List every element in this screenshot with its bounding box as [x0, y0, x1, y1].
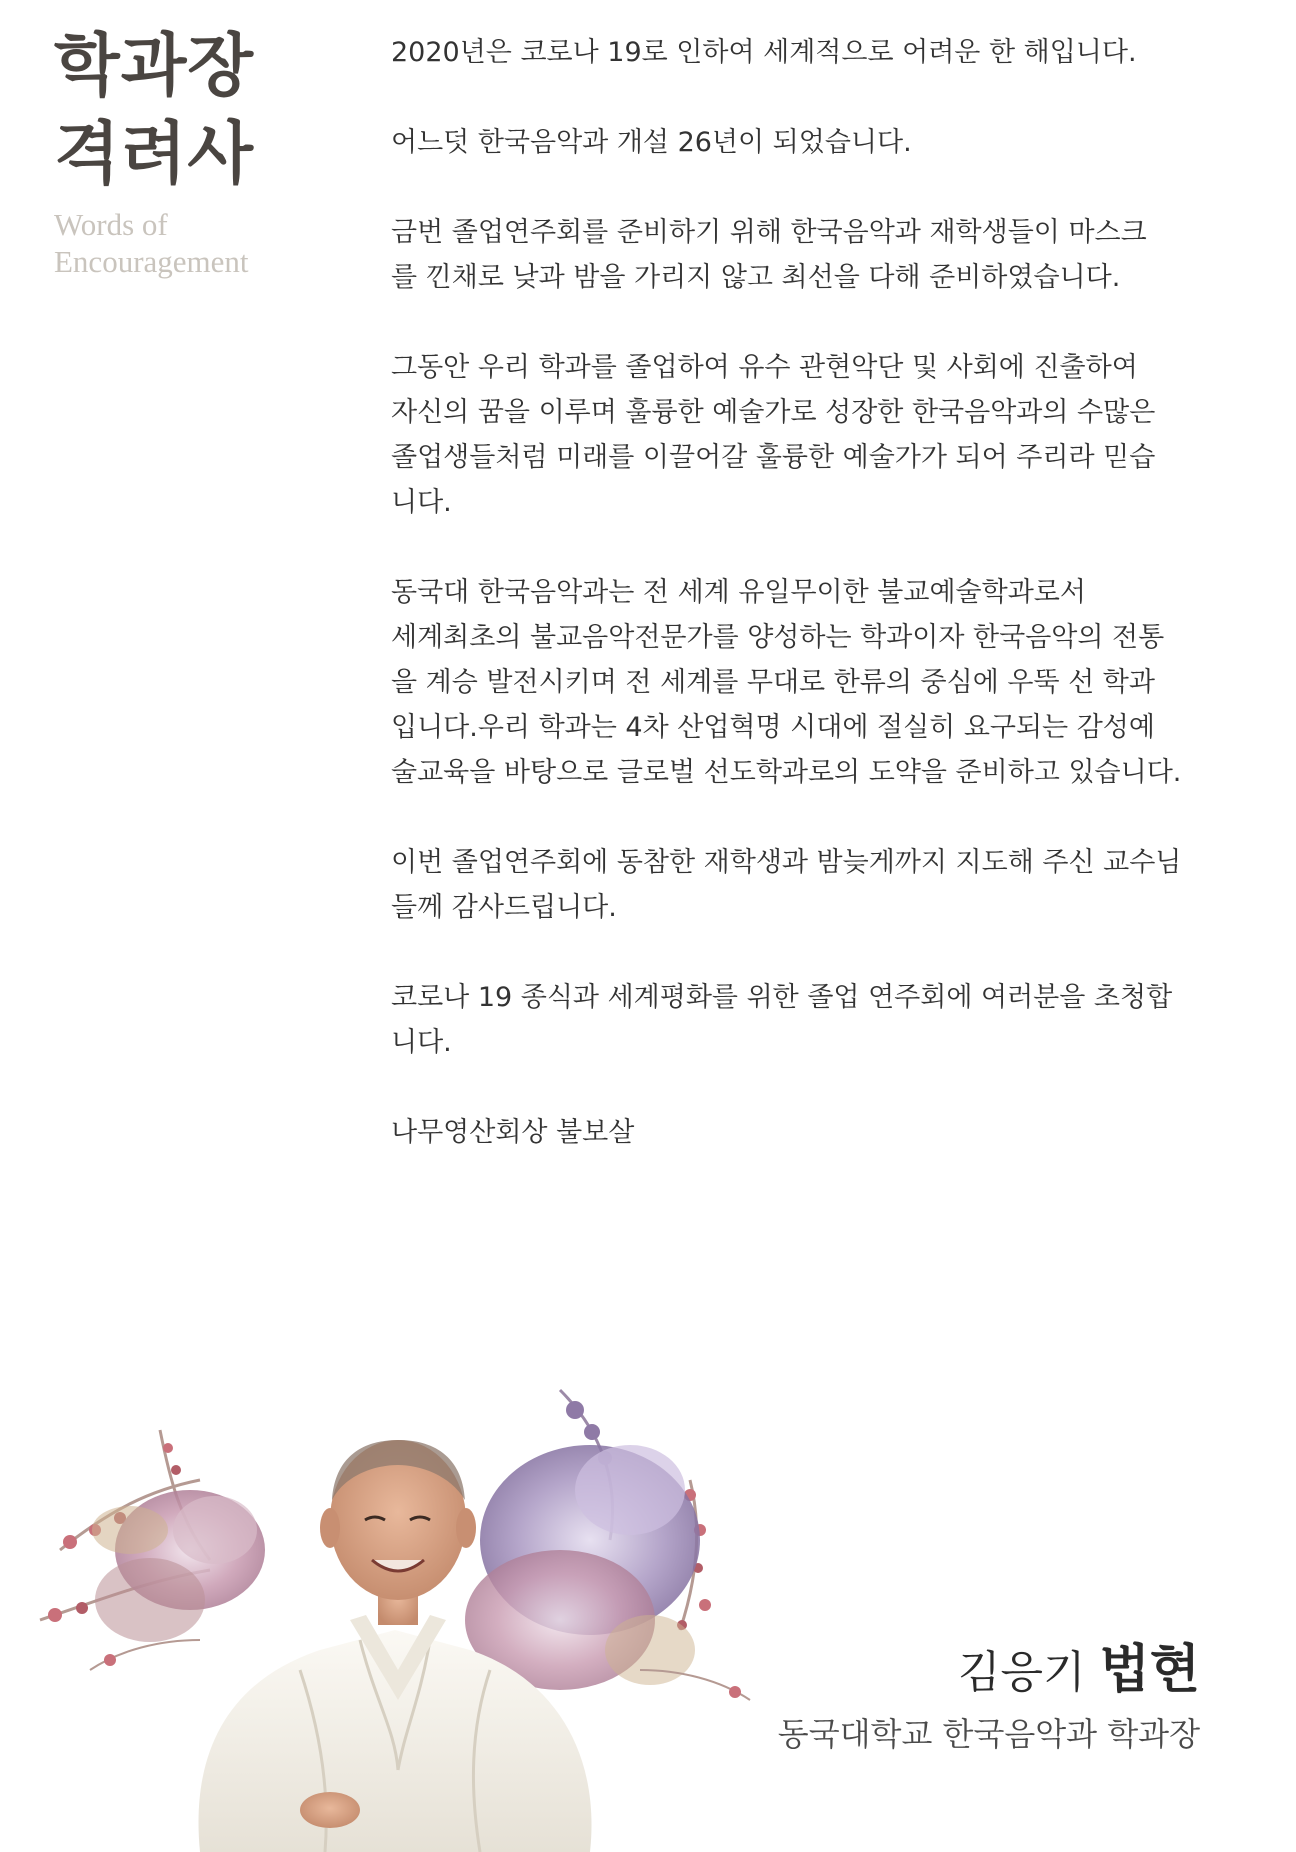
letter-paragraph-1 — [391, 30, 1251, 75]
letter-paragraph-4 — [391, 345, 1251, 525]
heading-subtitle-line2: Encouragement — [54, 244, 249, 279]
letter-paragraph-8 — [391, 1110, 1251, 1155]
letter-line: 니다. — [391, 487, 452, 518]
letter-line: 어느덧 한국음악과 개설 26년이 되었습니다. — [391, 127, 912, 158]
letter-line: 코로나 19 종식과 세계평화를 위한 졸업 연주회에 여러분을 초청합 — [391, 982, 1173, 1013]
letter-line: 이번 졸업연주회에 동참한 재학생과 밤늦게까지 지도해 주신 교수님 — [391, 847, 1182, 878]
letter-paragraph-2 — [391, 120, 1251, 165]
letter-body — [391, 30, 1251, 1200]
letter-line: 입니다.우리 학과는 4차 산업혁명 시대에 절실히 요구되는 감성예 — [391, 712, 1155, 743]
heading-title-line2: 격려사 — [54, 114, 255, 194]
heading-subtitle-line1: Words of — [54, 207, 168, 242]
letter-line: 그동안 우리 학과를 졸업하여 유수 관현악단 및 사회에 진출하여 — [391, 352, 1138, 383]
letter-line: 을 계승 발전시키며 전 세계를 무대로 한류의 중심에 우뚝 선 학과 — [391, 667, 1155, 698]
letter-line: 술교육을 바탕으로 글로벌 선도학과로의 도약을 준비하고 있습니다. — [391, 757, 1182, 788]
letter-line: 2020년은 코로나 19로 인하여 세계적으로 어려운 한 해입니다. — [391, 37, 1137, 68]
letter-line: 동국대 한국음악과는 전 세계 유일무이한 불교예술학과로서 — [391, 577, 1086, 608]
letter-line: 졸업생들처럼 미래를 이끌어갈 훌륭한 예술가가 되어 주리라 믿습 — [391, 442, 1156, 473]
letter-line: 자신의 꿈을 이루며 훌륭한 예술가로 성장한 한국음악과의 수많은 — [391, 397, 1156, 428]
signature-dharma-name: 법현 — [1099, 1639, 1200, 1700]
letter-line: 를 낀채로 낮과 밤을 가리지 않고 최선을 다해 준비하였습니다. — [391, 262, 1121, 293]
portrait-illustration — [0, 1370, 780, 1852]
letter-paragraph-7 — [391, 975, 1251, 1065]
left-floral-cluster — [40, 1430, 265, 1670]
letter-line: 니다. — [391, 1027, 452, 1058]
letter-line: 나무영산회상 불보살 — [391, 1117, 635, 1148]
signature-given-name: 김응기 — [958, 1647, 1086, 1698]
right-floral-cluster — [465, 1390, 750, 1700]
letter-line: 금번 졸업연주회를 준비하기 위해 한국음악과 재학생들이 마스크 — [391, 217, 1147, 248]
signature-title: 동국대학교 한국음악과 학과장 — [777, 1715, 1200, 1753]
letter-paragraph-5 — [391, 570, 1251, 795]
letter-line: 세계최초의 불교음악전문가를 양성하는 학과이자 한국음악의 전통 — [391, 622, 1165, 653]
signature-block — [778, 1640, 1200, 1759]
letter-paragraph-6 — [391, 840, 1251, 930]
heading-block — [54, 22, 354, 280]
letter-line: 들께 감사드립니다. — [391, 892, 617, 923]
letter-paragraph-3 — [391, 210, 1251, 300]
heading-title-line1: 학과장 — [54, 26, 255, 106]
